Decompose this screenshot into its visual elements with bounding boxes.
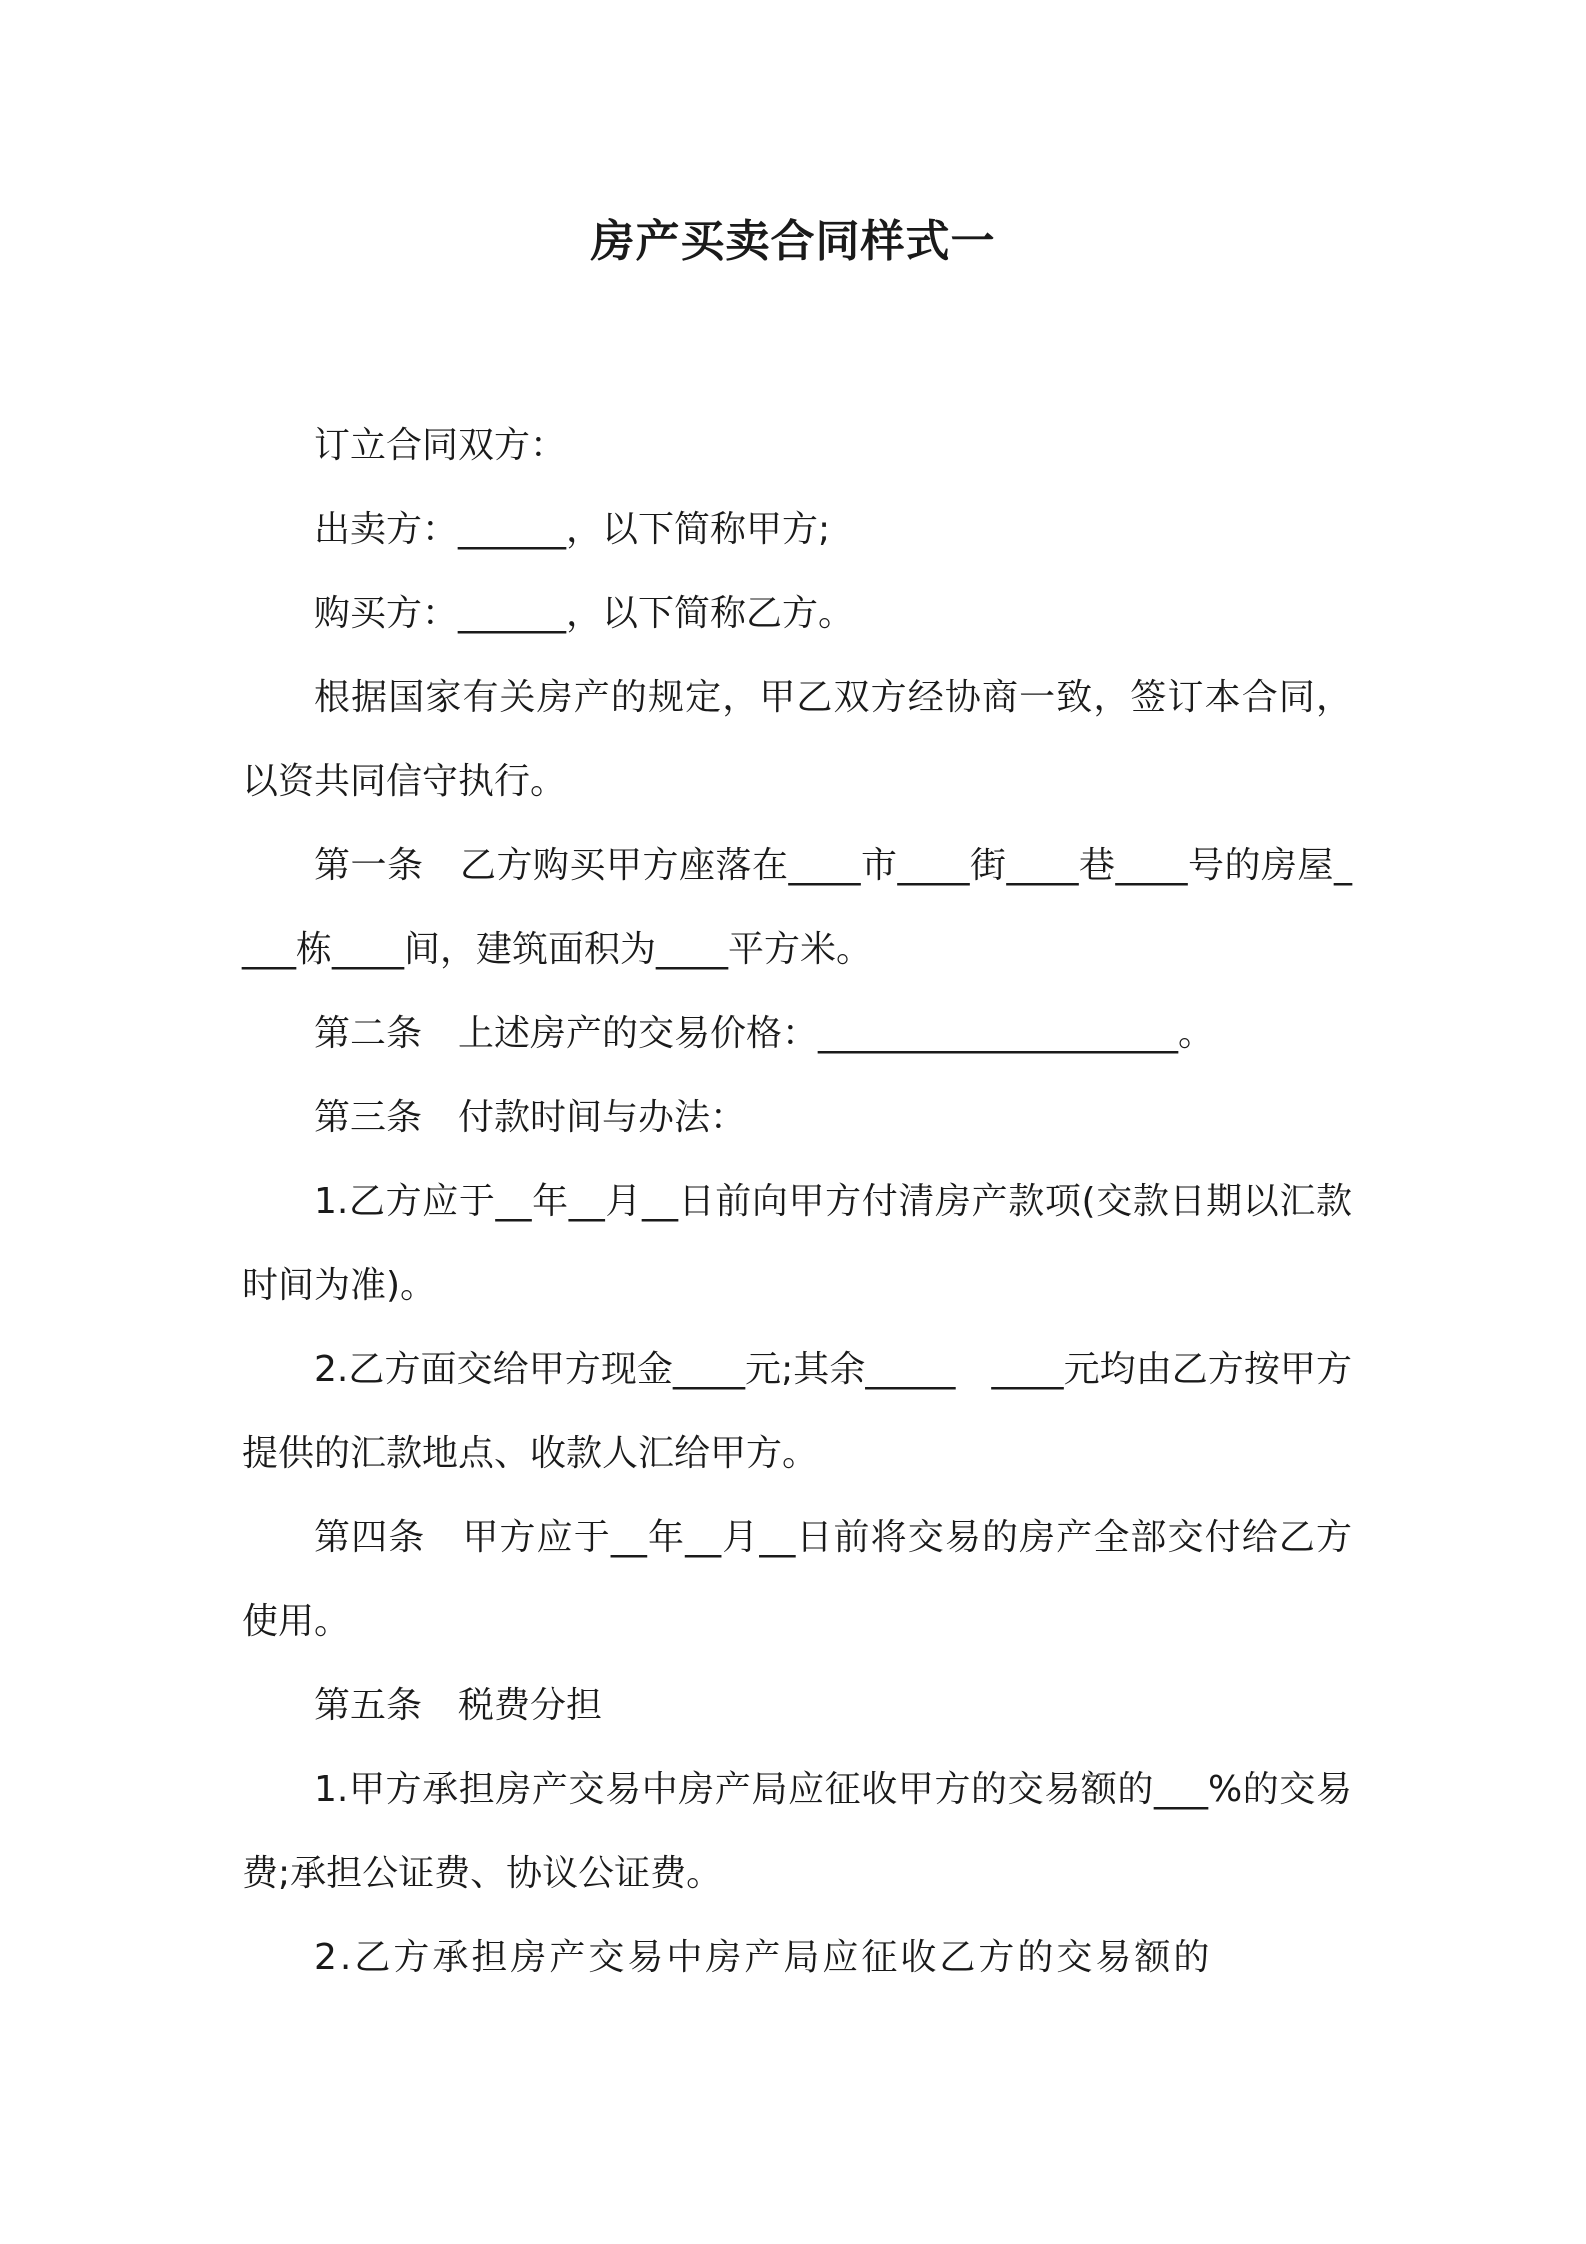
paragraph-parties-intro: 订立合同双方： [314,425,567,466]
paragraph-article-5: 第五条 税费分担 [314,1685,603,1726]
paragraph-article-5-item-1: 1.甲方承担房产交易中房产局应征收甲方的交易额的___%的交易费;承担公证费、协议公证费。 [242,1769,1352,1894]
paragraph-article-3-item-1: 1.乙方应于__年__月__日前向甲方付清房产款项(交款日期以汇款时间为准)。 [242,1181,1352,1306]
document-body [242,404,1352,2000]
paragraph-seller: 出卖方：______，以下简称甲方; [314,509,831,550]
paragraph-article-3: 第三条 付款时间与办法： [314,1097,747,1138]
paragraph-article-5-item-2: 2.乙方承担房产交易中房产局应征收乙方的交易额的 [314,1937,1213,1978]
document-title: 房产买卖合同样式一 [590,216,996,267]
paragraph-buyer: 购买方：______，以下简称乙方。 [314,593,855,634]
paragraph-article-2: 第二条 上述房产的交易价格：____________________。 [314,1013,1215,1054]
paragraph-article-3-item-2: 2.乙方面交给甲方现金____元;其余_____ ____元均由乙方按甲方提供的汇款地点、收款人汇给甲方。 [242,1349,1352,1474]
paragraph-article-1: 第一条 乙方购买甲方座落在____市____街____巷____号的房屋____栋____间，建筑面积为____平方米。 [242,845,1352,970]
paragraph-article-4: 第四条 甲方应于__年__月__日前将交易的房产全部交付给乙方使用。 [242,1517,1352,1642]
paragraph-preamble: 根据国家有关房产的规定，甲乙双方经协商一致，签订本合同，以资共同信守执行。 [242,677,1352,802]
